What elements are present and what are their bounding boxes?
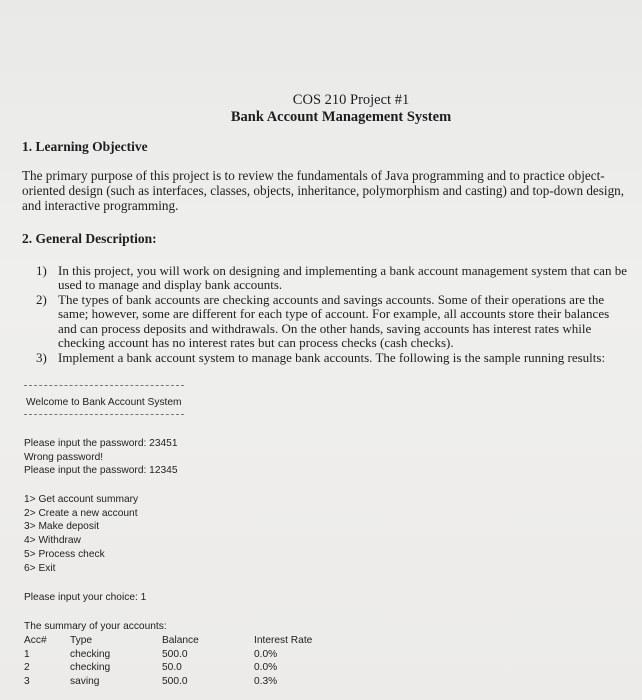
console-choice-prompt: Please input your choice: 1	[24, 592, 147, 603]
console-menu-item: 5> Process check	[24, 548, 105, 560]
console-menu-item: 1> Get account summary	[24, 494, 139, 505]
console-line: Please input the password: 12345	[24, 465, 178, 477]
table-header-cell: Acc#	[24, 635, 47, 646]
console-summary-title: The summary of your accounts:	[24, 621, 167, 632]
table-cell: 0.0%	[254, 648, 278, 660]
console-line: Please input the password: 23451	[24, 438, 178, 449]
table-cell: 1	[24, 648, 30, 660]
table-row	[24, 661, 312, 675]
table-cell: checking	[70, 662, 111, 674]
console-password-block	[24, 437, 177, 478]
list-item-text: In this project, you will work on designing and implementing a bank account management system that can be used to manage and display bank accounts.	[58, 263, 627, 293]
console-menu-item: 3> Make deposit	[24, 521, 100, 533]
console-menu-item: 4> Withdraw	[24, 535, 81, 547]
table-row	[24, 648, 312, 662]
console-welcome-line: Welcome to Bank Account System	[26, 397, 182, 408]
accounts-summary-table	[24, 634, 312, 689]
console-menu-item: 6> Exit	[24, 562, 56, 574]
console-menu-item: 2> Create a new account	[24, 507, 138, 519]
list-item	[36, 293, 626, 351]
table-cell: 0.0%	[254, 662, 278, 674]
dashed-divider-top	[24, 385, 184, 386]
section-heading-learning-objective: 1. Learning Objective	[22, 139, 148, 154]
learning-objective-paragraph: The primary purpose of this project is to review the fundamentals of Java programming and to practice object-oriented design (such as interfaces, classes, objects, inheritance, polymorphism and casting) and top-down design, and interactive programming.	[22, 168, 625, 213]
list-item-number: 2)	[36, 292, 47, 307]
table-cell: 2	[24, 662, 30, 674]
list-item-number: 3)	[36, 350, 47, 365]
console-line: Wrong password!	[24, 451, 104, 463]
table-cell: saving	[70, 676, 100, 688]
list-item-text: The types of bank accounts are checking accounts and savings accounts. Some of their operations are the same; however, some are different for each type of account. For example, all accounts store their balances and can process deposits and withdrawals. On the other hands, saving accounts has interest rates while checking account has no interest rates but can process checks (cash checks).	[58, 292, 610, 351]
list-item-number: 1)	[36, 263, 47, 278]
dashed-divider-bottom	[24, 414, 184, 415]
table-cell: 3	[24, 676, 30, 688]
console-menu	[24, 493, 138, 575]
table-cell: checking	[70, 648, 111, 660]
list-item	[36, 264, 634, 293]
table-header-cell: Type	[70, 635, 93, 646]
list-item-text: Implement a bank account system to manage bank accounts. The following is the sample running results:	[58, 350, 606, 365]
list-item	[36, 351, 634, 365]
table-cell: 500.0	[162, 676, 188, 688]
document-course-title: COS 210 Project #1	[292, 92, 410, 108]
table-row	[24, 675, 312, 689]
table-cell: 50.0	[162, 662, 182, 674]
table-header-cell: Balance	[162, 635, 199, 646]
section-heading-general-description: 2. General Description:	[22, 231, 157, 246]
table-header-cell: Interest Rate	[254, 635, 313, 646]
document-project-title: Bank Account Management System	[230, 109, 452, 125]
table-cell: 500.0	[162, 648, 188, 660]
table-header-row	[24, 634, 312, 648]
table-cell: 0.3%	[254, 676, 278, 688]
